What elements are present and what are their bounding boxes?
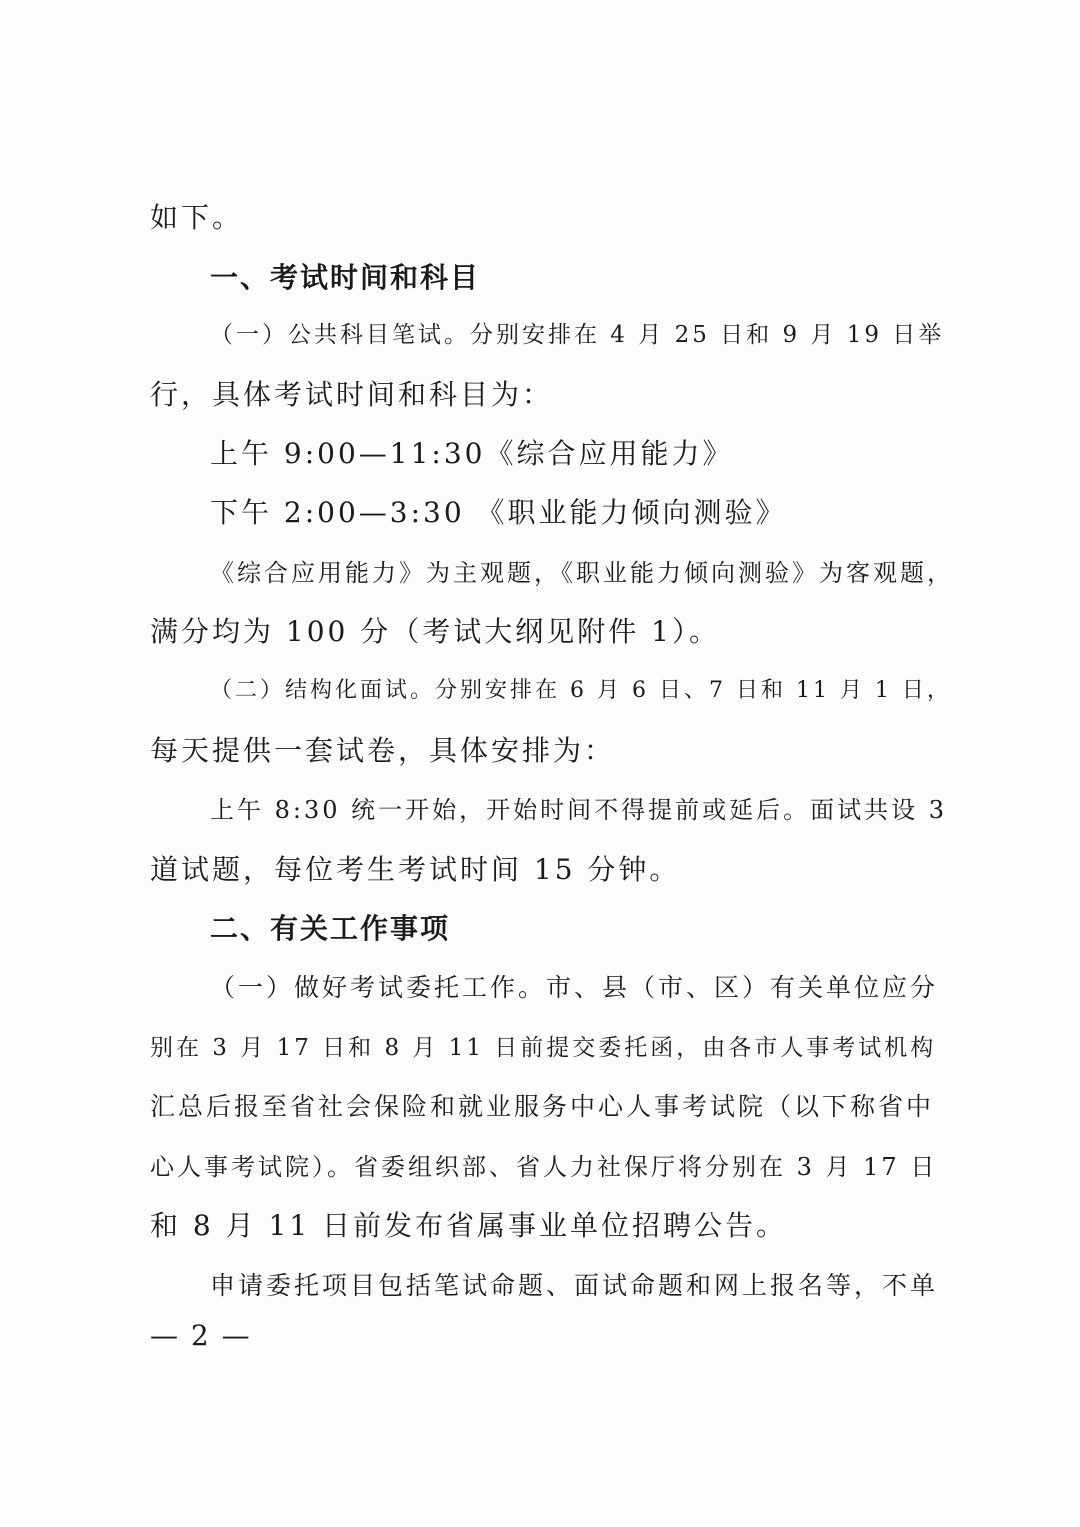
page-number: — 2 — bbox=[150, 1319, 252, 1352]
text-line: 满分均为 100 分（考试大纲见附件 1）。 bbox=[150, 615, 720, 648]
text-line: （二）结构化面试。分别安排在 6 月 6 日、7 日和 11 月 1 日， bbox=[210, 678, 952, 703]
text-line: 申请委托项目包括笔试命题、面试命题和网上报名等，不单 bbox=[210, 1271, 939, 1300]
text-line: 和 8 月 11 日前发布省属事业单位招聘公告。 bbox=[150, 1209, 788, 1242]
text-line: 心人事考试院）。省委组织部、省人力社保厅将分别在 3 月 17 日 bbox=[150, 1153, 938, 1181]
text-line: 每天提供一套试卷，具体安排为： bbox=[150, 734, 616, 767]
text-line: 上午 9:00—11:30《综合应用能力》 bbox=[210, 437, 734, 470]
text-line: 如下。 bbox=[150, 201, 244, 234]
text-line: （一）公共科目笔试。分别安排在 4 月 25 日和 9 月 19 日举 bbox=[210, 322, 945, 348]
text-line: 上午 8:30 统一开始，开始时间不得提前或延后。面试共设 3 bbox=[210, 796, 948, 824]
text-line: 别在 3 月 17 日和 8 月 11 日前提交委托函，由各市人事考试机构 bbox=[150, 1035, 937, 1061]
text-line: 道试题，每位考生考试时间 15 分钟。 bbox=[150, 853, 681, 886]
text-line: （一）做好考试委托工作。市、县（市、区）有关单位应分 bbox=[210, 973, 939, 1002]
text-line: 《综合应用能力》为主观题，《职业能力倾向测验》为客观题， bbox=[210, 559, 954, 587]
text-line: 汇总后报至省社会保险和就业服务中心人事考试院（以下称省中 bbox=[150, 1092, 935, 1121]
text-line: 行，具体考试时间和科目为： bbox=[150, 378, 554, 411]
section-heading-1: 一、考试时间和科目 bbox=[210, 261, 481, 294]
text-line: 下午 2:00—3:30 《职业能力倾向测验》 bbox=[210, 496, 787, 529]
section-heading-2: 二、有关工作事项 bbox=[210, 912, 451, 945]
